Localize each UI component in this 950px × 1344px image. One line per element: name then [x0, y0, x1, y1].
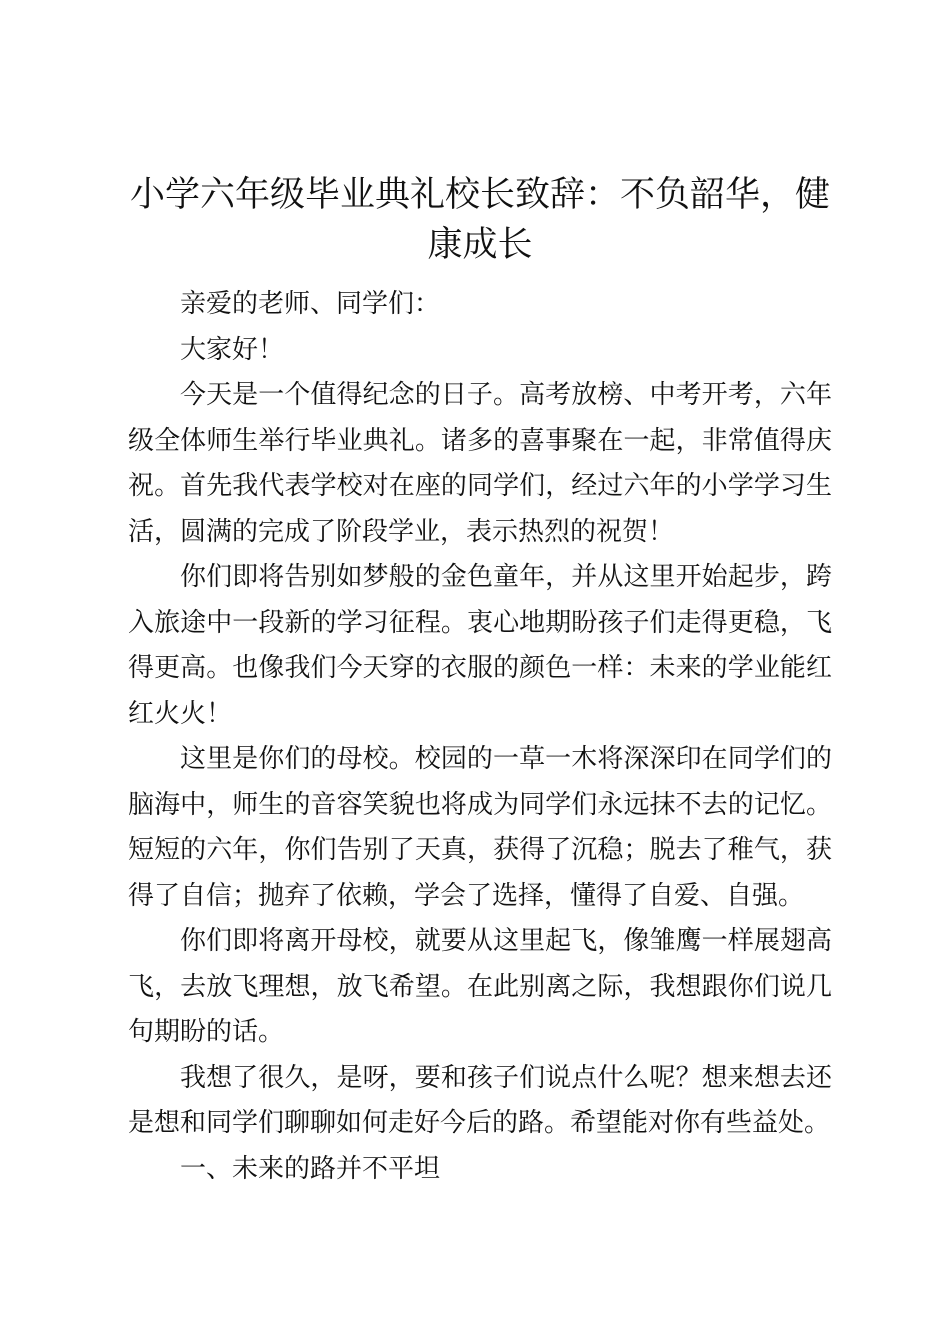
paragraph: 我想了很久，是呀，要和孩子们说点什么呢？想来想去还是想和同学们聊聊如何走好今后的路。希望能对你有些益处。 [128, 1062, 832, 1138]
document-page [128, 170, 832, 1192]
document-title: 小学六年级毕业典礼校长致辞：不负韶华，健康成长 [129, 175, 830, 265]
greeting: 大家好！ [180, 334, 285, 365]
salutation: 亲爱的老师、同学们： [180, 289, 441, 319]
document-body [128, 282, 832, 1192]
paragraph: 今天是一个值得纪念的日子。高考放榜、中考开考，六年级全体师生举行毕业典礼。诸多的喜事聚在一起，非常值得庆祝。首先我代表学校对在座的同学们，经过六年的小学学习生活，圆满的完成了阶段学业，表示热烈的祝贺！ [128, 380, 832, 547]
paragraph: 你们即将告别如梦般的金色童年，并从这里开始起步，跨入旅途中一段新的学习征程。衷心地期盼孩子们走得更稳，飞得更高。也像我们今天穿的衣服的颜色一样：未来的学业能红红火火！ [128, 562, 832, 729]
section-heading: 一、未来的路并不平坦 [180, 1153, 441, 1184]
paragraph: 这里是你们的母校。校园的一草一木将深深印在同学们的脑海中，师生的音容笑貌也将成为同学们永远抹不去的记忆。短短的六年，你们告别了天真，获得了沉稳；脱去了稚气，获得了自信；抛弃了依赖，学会了选择，懂得了自爱、自强。 [128, 744, 832, 911]
paragraph: 你们即将离开母校，就要从这里起飞，像雏鹰一样展翅高飞，去放飞理想，放飞希望。在此别离之际，我想跟你们说几句期盼的话。 [128, 926, 832, 1047]
